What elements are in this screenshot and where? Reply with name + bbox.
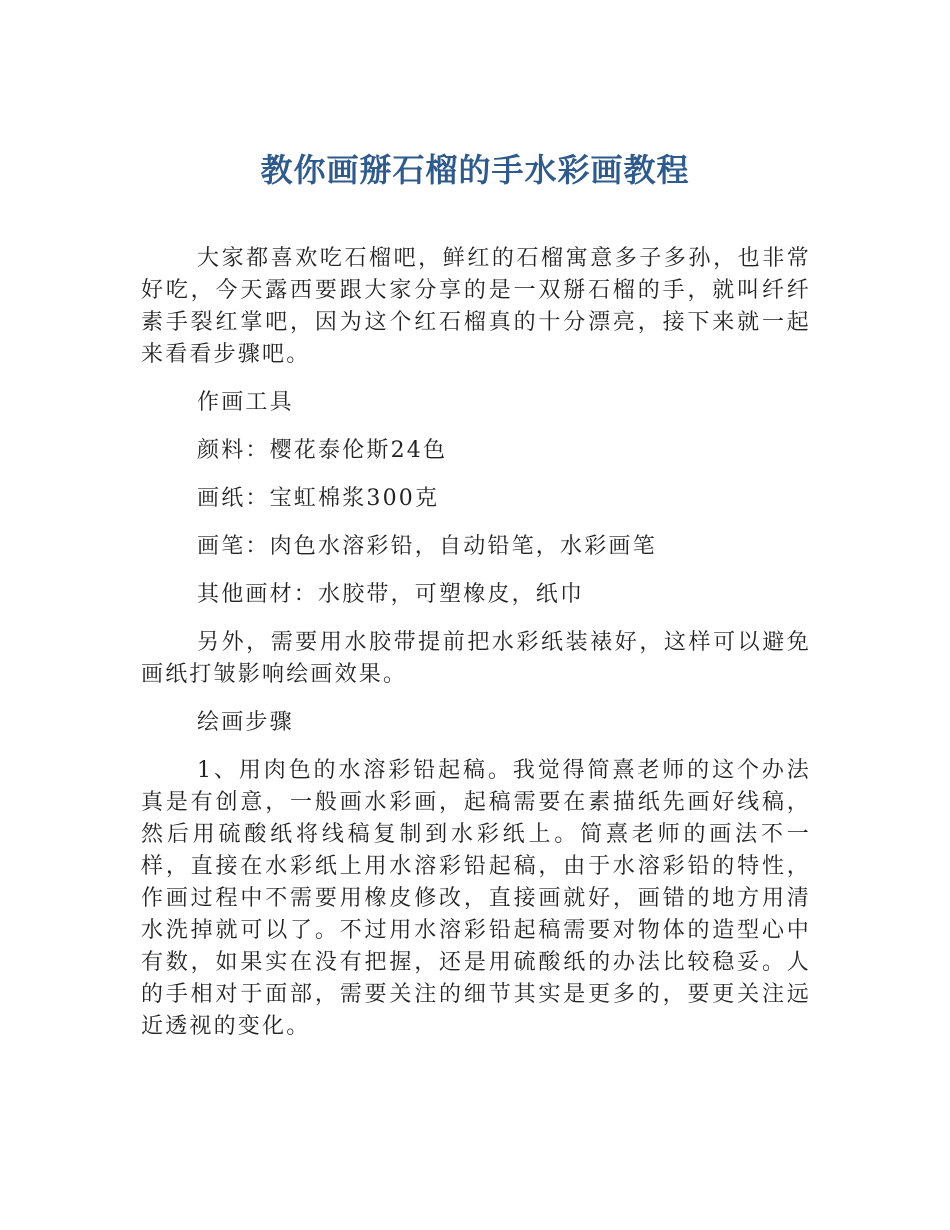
paragraph-paper: 画纸：宝虹棉浆300克: [197, 486, 440, 511]
paragraph-tools-heading: 作画工具: [197, 390, 294, 415]
paragraph-brushes: 画笔：肉色水溶彩铅，自动铅笔，水彩画笔: [197, 534, 657, 559]
paragraph-intro: 大家都喜欢吃石榴吧，鲜红的石榴寓意多子多孙，也非常好吃，今天露西要跟大家分享的是一双掰石榴的手，就叫纤纤素手裂红掌吧，因为这个红石榴真的十分漂亮，接下来就一起来看看步骤吧。: [141, 246, 811, 367]
document-title: 教你画掰石榴的手水彩画教程: [260, 151, 690, 189]
paragraph-steps-heading: 绘画步骤: [197, 710, 294, 735]
paragraph-mounting-note: 另外，需要用水胶带提前把水彩纸装裱好，这样可以避免画纸打皱影响绘画效果。: [141, 630, 811, 687]
document-body: [141, 243, 811, 1059]
paragraph-paint: 颜料：樱花泰伦斯24色: [197, 438, 448, 463]
paragraph-other-materials: 其他画材：水胶带，可塑橡皮，纸巾: [197, 582, 585, 607]
paragraph-step-1: 1、用肉色的水溶彩铅起稿。我觉得简熹老师的这个办法真是有创意，一般画水彩画，起稿需要在素描纸先画好线稿，然后用硫酸纸将线稿复制到水彩纸上。简熹老师的画法不一样，直接在水彩纸上用水溶彩铅起稿，由于水溶彩铅的特性，作画过程中不需要用橡皮修改，直接画就好，画错的地方用清水洗掉就可以了。不过用水溶彩铅起稿需要对物体的造型心中有数，如果实在没有把握，还是用硫酸纸的办法比较稳妥。人的手相对于面部，需要关注的细节其实是更多的，要更关注远近透视的变化。: [141, 758, 811, 1039]
